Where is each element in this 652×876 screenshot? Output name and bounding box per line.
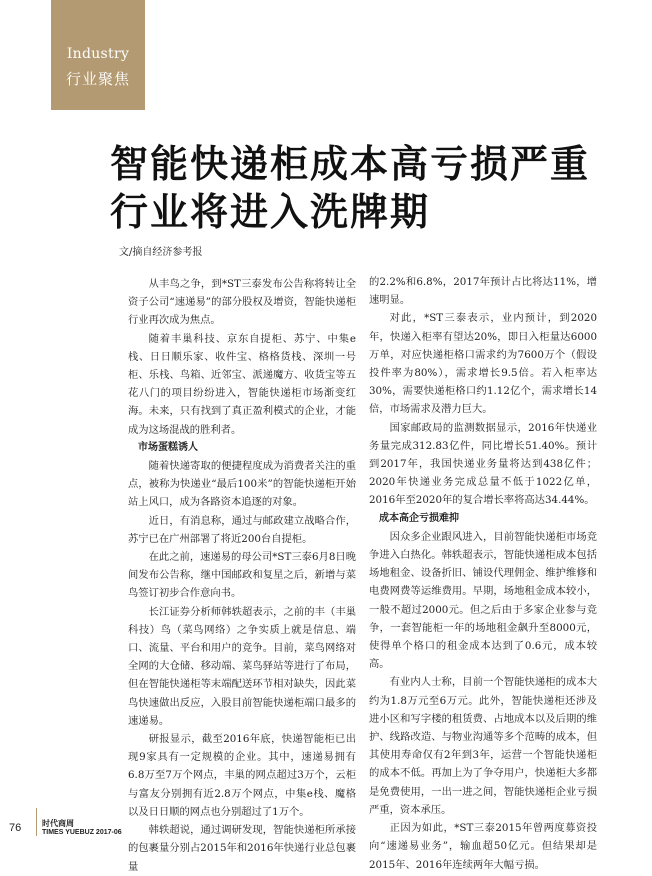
section-tag bbox=[51, 0, 145, 110]
section-tag-cn: 行业聚焦 bbox=[65, 70, 130, 88]
magazine-name: 时代商周 bbox=[42, 819, 74, 828]
paragraph: 正因为如此，*ST三泰2015年曾两度募资投向“速递易业务”，输血超50亿元。但结果却是2015年、2016年连续两年大幅亏损。 bbox=[369, 822, 597, 871]
section-subhead: 成本高企亏损难抑 bbox=[379, 512, 459, 524]
byline: 文/摘自经济参考报 bbox=[119, 247, 203, 258]
paragraph: 从丰鸟之争，到*ST三泰发布公告称将转让全资子公司“速递易”的部分股权及增资，智能快递柜行业再次成为焦点。 bbox=[128, 278, 356, 327]
paragraph: 在此之前，速递易的母公司*ST三泰6月8日晚间发布公告称，继中国邮政和复星之后，新增与菜鸟签订初步合作意向书。 bbox=[128, 551, 356, 600]
paragraph: 韩轶超说，通过调研发现，智能快递柜所承接的包裹量分别占2015年和2016年快递行业总包裹量 bbox=[128, 824, 356, 873]
headline-line1: 智能快递柜成本高亏损严重 bbox=[110, 142, 591, 186]
paragraph: 因众多企业跟风进入，目前智能快递柜市场竞争进入白热化。韩轶超表示，智能快递柜成本包括场地租金、设备折旧、铺设代理佣金、维护维修和电费网费等运维费用。早期，场地租金成本较小，一般不超过2000元。但之后由于多家企业参与竞争，一套智能柜一年的场地租金飙升至8000元，使得单个格口的租金成本达到了0.6元，成本较高。 bbox=[369, 530, 597, 671]
page-number: 76 bbox=[9, 822, 22, 834]
paragraph: 随着快递寄取的便捷程度成为消费者关注的重点，被称为快递业“最后100米”的智能快递柜开始站上风口，成为各路资本追逐的对象。 bbox=[128, 460, 356, 509]
paragraph: 国家邮政局的监测数据显示，2016年快递业务量完成312.83亿件，同比增长51.40%。预计到2017年，我国快递业务量将达到438亿件；2020年快递业务完成总量不低于1022亿单，2016年至2020年的复合增长率将高达34.44%。 bbox=[369, 421, 597, 507]
article-column-left bbox=[128, 275, 356, 876]
paragraph: 随着丰巢科技、京东自提柜、苏宁、中集e栈、日日顺乐家、收件宝、格格货栈、深圳一号柜、乐栈、鸟箱、近邻宝、派递魔方、收货宝等五花八门的项目纷纷进入，智能快递柜市场渐变红海。未来，只有找到了真正盈利模式的企业，才能成为这场混战的胜利者。 bbox=[128, 332, 356, 436]
section-tag-en: Industry bbox=[66, 46, 130, 62]
article-column-right bbox=[369, 273, 597, 874]
footer-divider bbox=[36, 808, 37, 836]
magazine-issue: TIMES YUEBUZ 2017-06 bbox=[42, 829, 122, 836]
paragraph: 长江证券分析师韩轶超表示，之前的丰（丰巢科技）鸟（菜鸟网络）之争实质上就是信息、端口、流量、平台和用户的竞争。目前，菜鸟网络对全网的大仓储、移动端、菜鸟驿站等进行了布局，但在智能快递柜等末端配送环节相对缺失，因此菜鸟快速做出反应，入股目前智能快递柜端口最多的速递易。 bbox=[128, 605, 356, 727]
paragraph: 近日，有消息称，通过与邮政建立战略合作，苏宁已在广州部署了将近200台自提柜。 bbox=[128, 514, 356, 545]
section-subhead: 市场蛋糕诱人 bbox=[138, 441, 198, 453]
paragraph-continued: 的2.2%和6.8%，2017年预计占比将达11%，增速明显。 bbox=[369, 276, 597, 307]
paragraph: 对此，*ST三泰表示，业内预计，到2020年，快递入柜率有望达20%，即日入柜量达6000万单，对应快递柜格口需求约为7600万个（假设投件率为80%），需求增长9.5倍。若入柜率达30%，需要快递柜格口约1.12亿个，需求增长14倍，市场需求及潜力巨大。 bbox=[369, 312, 597, 416]
paragraph: 研报显示，截至2016年底，快递智能柜已出现9家具有一定规模的企业。其中，速递易拥有6.8万至7万个网点，丰巢的网点超过3万个，云柜与富友分别拥有近2.8万个网点，中集e栈、魔格以及日日顺的网点也分别超过了1万个。 bbox=[128, 733, 356, 818]
headline-line2: 行业将进入洗牌期 bbox=[110, 190, 431, 234]
paragraph: 有业内人士称，目前一个智能快递柜的成本大约为1.8万元至6万元。此外，智能快递柜还涉及进小区和写字楼的租赁费、占地成本以及后期的维护、线路改造、与物业沟通等多个范畴的成本，但其使用寿命仅有2年到3年，运营一个智能快递柜的成本不低。再加上为了争夺用户，快递柜大多都是免费使用，一出一进之间，智能快递柜企业亏损严重，资本承压。 bbox=[369, 676, 597, 816]
